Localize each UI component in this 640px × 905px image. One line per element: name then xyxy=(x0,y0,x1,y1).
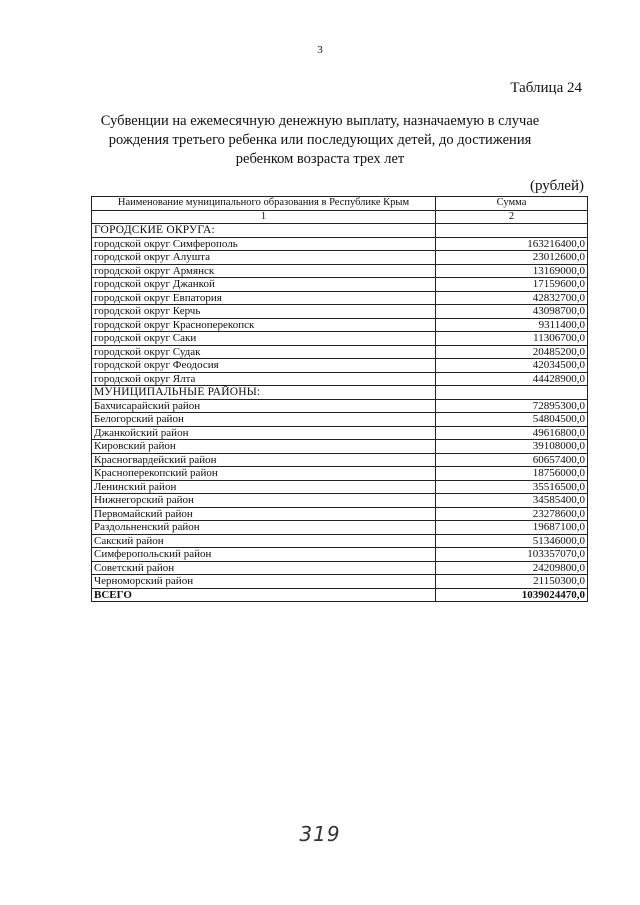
table-row xyxy=(92,359,588,373)
table-row xyxy=(92,251,588,265)
table-row xyxy=(92,345,588,359)
municipality-name: Красногвардейский район xyxy=(92,453,436,467)
subsidy-amount: 11306700,0 xyxy=(436,332,588,346)
subsidy-amount: 43098700,0 xyxy=(436,305,588,319)
subsidy-amount: 21150300,0 xyxy=(436,575,588,589)
table-row xyxy=(92,413,588,427)
table-row xyxy=(92,372,588,386)
subsidy-amount: 9311400,0 xyxy=(436,318,588,332)
table-row xyxy=(92,561,588,575)
municipality-name: городской округ Джанкой xyxy=(92,278,436,292)
title-line: Субвенции на ежемесячную денежную выплату, назначаемую в случае xyxy=(100,113,540,129)
column-numbering-row xyxy=(92,210,588,224)
subsidy-amount: 54804500,0 xyxy=(436,413,588,427)
table-row xyxy=(92,440,588,454)
municipality-name: Сакский район xyxy=(92,534,436,548)
municipality-name: городской округ Ялта xyxy=(92,372,436,386)
subsidy-amount: 23012600,0 xyxy=(436,251,588,265)
table-row xyxy=(92,278,588,292)
table-row xyxy=(92,494,588,508)
subsidy-table xyxy=(91,196,588,602)
municipality-name: городской округ Саки xyxy=(92,332,436,346)
subsidy-amount: 35516500,0 xyxy=(436,480,588,494)
municipality-name: Симферопольский район xyxy=(92,548,436,562)
group-amount-cell xyxy=(436,386,588,400)
column-number-amount: 2 xyxy=(436,210,588,224)
subsidy-amount: 23278600,0 xyxy=(436,507,588,521)
table-row xyxy=(92,332,588,346)
table-row xyxy=(92,453,588,467)
table-row xyxy=(92,548,588,562)
municipality-name: городской округ Феодосия xyxy=(92,359,436,373)
group-title: ГОРОДСКИЕ ОКРУГА: xyxy=(92,224,436,238)
table-row xyxy=(92,399,588,413)
title-line: ребенком возраста трех лет xyxy=(235,151,405,167)
municipality-name: Кировский район xyxy=(92,440,436,454)
subsidy-amount: 42034500,0 xyxy=(436,359,588,373)
subsidy-table-body xyxy=(92,197,588,602)
group-title: МУНИЦИПАЛЬНЫЕ РАЙОНЫ: xyxy=(92,386,436,400)
table-row xyxy=(92,534,588,548)
municipality-name: Советский район xyxy=(92,561,436,575)
municipality-name: Ленинский район xyxy=(92,480,436,494)
subsidy-amount: 49616800,0 xyxy=(436,426,588,440)
group-amount-cell xyxy=(436,224,588,238)
table-row xyxy=(92,521,588,535)
column-number-name: 1 xyxy=(92,210,436,224)
table-row xyxy=(92,305,588,319)
subsidy-amount: 24209800,0 xyxy=(436,561,588,575)
subsidy-amount: 44428900,0 xyxy=(436,372,588,386)
municipality-name: Раздольненский район xyxy=(92,521,436,535)
subsidy-amount: 13169000,0 xyxy=(436,264,588,278)
table-row xyxy=(92,575,588,589)
table-row xyxy=(92,480,588,494)
subsidy-amount: 17159600,0 xyxy=(436,278,588,292)
municipality-name: городской округ Судак xyxy=(92,345,436,359)
municipality-name: городской округ Керчь xyxy=(92,305,436,319)
table-total-row xyxy=(92,588,588,602)
subsidy-amount: 51346000,0 xyxy=(436,534,588,548)
municipality-name: городской округ Алушта xyxy=(92,251,436,265)
municipality-name: Джанкойский район xyxy=(92,426,436,440)
subsidy-amount: 39108000,0 xyxy=(436,440,588,454)
document-title xyxy=(95,112,545,169)
municipality-name: городской округ Евпатория xyxy=(92,291,436,305)
table-row xyxy=(92,507,588,521)
table-row xyxy=(92,237,588,251)
total-label: ВСЕГО xyxy=(92,588,436,602)
table-row xyxy=(92,291,588,305)
table-group-row xyxy=(92,386,588,400)
table-label: Таблица 24 xyxy=(510,80,582,96)
municipality-name: городской округ Симферополь xyxy=(92,237,436,251)
municipality-name: Нижнегорский район xyxy=(92,494,436,508)
municipality-name: Белогорский район xyxy=(92,413,436,427)
subsidy-amount: 103357070,0 xyxy=(436,548,588,562)
municipality-name: Первомайский район xyxy=(92,507,436,521)
subsidy-amount: 60657400,0 xyxy=(436,453,588,467)
subsidy-amount: 20485200,0 xyxy=(436,345,588,359)
subsidy-amount: 19687100,0 xyxy=(436,521,588,535)
table-row xyxy=(92,318,588,332)
subsidy-amount: 163216400,0 xyxy=(436,237,588,251)
title-line: рождения третьего ребенка или последующих детей, до достижения xyxy=(108,132,532,148)
subsidy-amount: 18756000,0 xyxy=(436,467,588,481)
subsidy-amount: 72895300,0 xyxy=(436,399,588,413)
municipality-name: Бахчисарайский район xyxy=(92,399,436,413)
table-row xyxy=(92,426,588,440)
table-group-row xyxy=(92,224,588,238)
column-header-amount: Сумма xyxy=(436,197,588,211)
subsidy-amount: 34585400,0 xyxy=(436,494,588,508)
municipality-name: городской округ Армянск xyxy=(92,264,436,278)
column-header-name: Наименование муниципального образования в Республике Крым xyxy=(92,197,436,211)
municipality-name: Красноперекопский район xyxy=(92,467,436,481)
table-header-row xyxy=(92,197,588,211)
table-row xyxy=(92,467,588,481)
table-row xyxy=(92,264,588,278)
subsidy-amount: 42832700,0 xyxy=(436,291,588,305)
handwritten-page-number: 319 xyxy=(299,822,341,846)
units-label: (рублей) xyxy=(529,178,584,194)
total-amount: 1039024470,0 xyxy=(436,588,588,602)
municipality-name: Черноморский район xyxy=(92,575,436,589)
municipality-name: городской округ Красноперекопск xyxy=(92,318,436,332)
page-number: 3 xyxy=(317,44,323,56)
